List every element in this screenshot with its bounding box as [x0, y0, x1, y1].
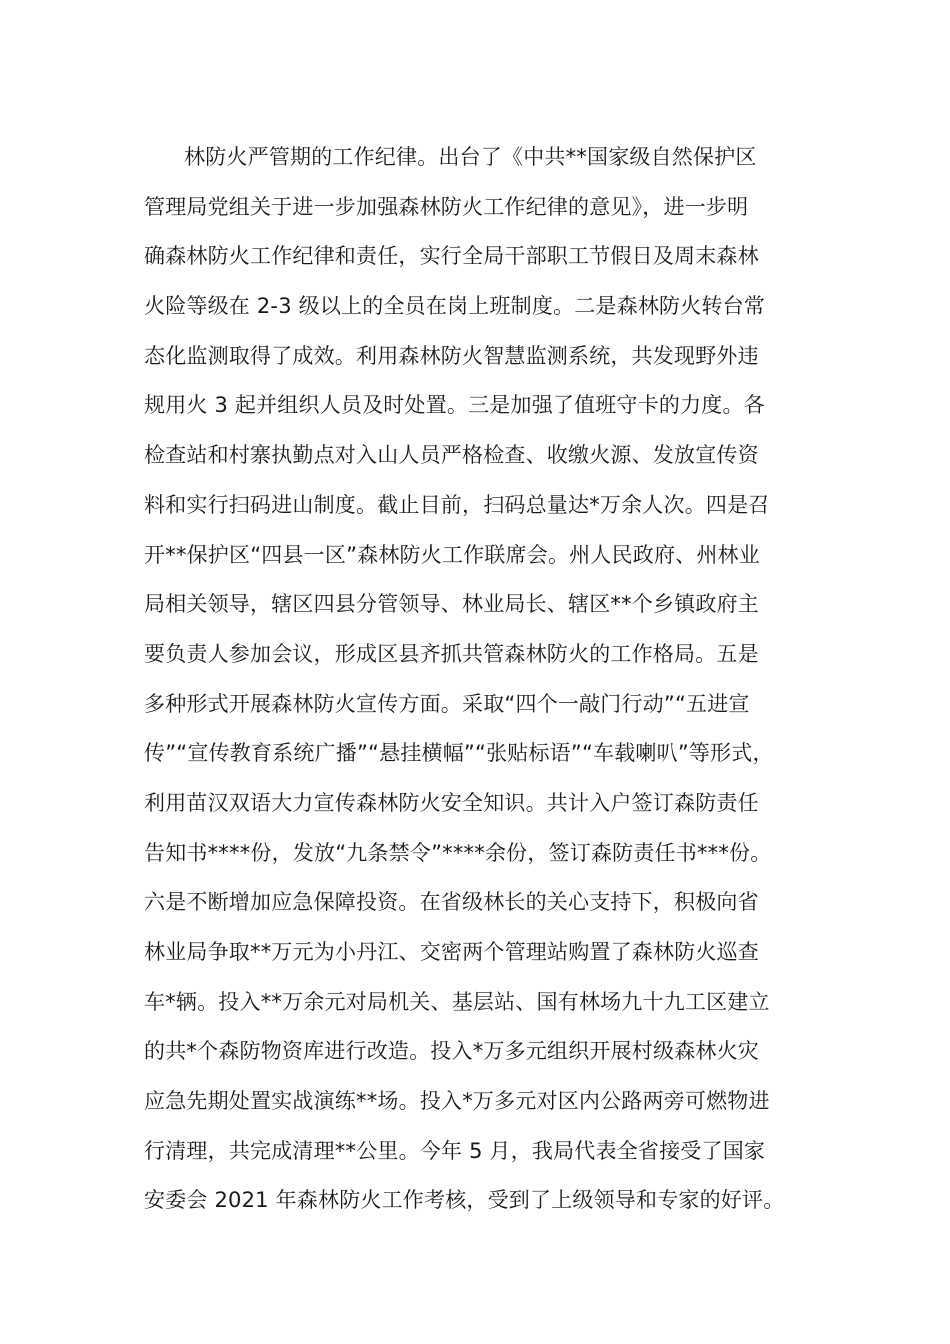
text-line: 料和实行扫码进山制度。截止目前，扫码总量达*万余人次。四是召	[144, 492, 770, 517]
text-line: 管理局党组关于进一步加强森林防火工作纪律的意见》，进一步明	[144, 194, 749, 219]
text-line: 安委会 2021 年森林防火工作考核，受到了上级领导和专家的好评。	[144, 1188, 785, 1213]
text-line: 利用苗汉双语大力宣传森林防火安全知识。共计入户签订森防责任	[144, 790, 759, 815]
text-line: 应急先期处置实战演练**场。投入*万多元对区内公路两旁可燃物进	[144, 1089, 770, 1114]
text-line: 确森林防火工作纪律和责任，实行全局干部职工节假日及周末森林	[144, 244, 759, 269]
text-line: 多种形式开展森林防火宣传方面。采取“四个一敲门行动”“五进宣	[144, 691, 750, 716]
text-line: 告知书****份，发放“九条禁令”****余份，签订森防责任书***份。	[144, 840, 772, 865]
text-line: 检查站和村寨执勤点对入山人员严格检查、收缴火源、发放宣传资	[144, 443, 759, 468]
text-line: 态化监测取得了成效。利用森林防火智慧监测系统，共发现野外违	[144, 343, 759, 368]
text-line: 局相关领导，辖区四县分管领导、林业局长、辖区**个乡镇政府主	[144, 592, 759, 617]
text-line: 六是不断增加应急保障投资。在省级林长的关心支持下，积极向省	[144, 890, 759, 915]
text-line: 火险等级在 2-3 级以上的全员在岗上班制度。二是森林防火转台常	[144, 294, 766, 319]
text-line: 车*辆。投入**万余元对局机关、基层站、国有林场九十九工区建立	[144, 989, 770, 1014]
text-line: 传”“宣传教育系统广播”“悬挂横幅”“张贴标语”“车载喇叭”等形式，	[144, 741, 774, 766]
text-line: 要负责人参加会议，形成区县齐抓共管森林防火的工作格局。五是	[144, 641, 759, 666]
text-line: 规用火 3 起并组织人员及时处置。三是加强了值班守卡的力度。各	[144, 393, 765, 418]
text-line: 的共*个森防物资库进行改造。投入*万多元组织开展村级森林火灾	[144, 1039, 759, 1064]
text-line: 林防火严管期的工作纪律。出台了《中共**国家级自然保护区	[184, 145, 757, 169]
text-line: 林业局争取**万元为小丹江、交密两个管理站购置了森林防火巡查	[144, 940, 759, 964]
body-paragraph	[144, 133, 834, 1226]
text-line: 开**保护区“四县一区”森林防火工作联席会。州人民政府、州林业	[144, 542, 760, 567]
text-line: 行清理，共完成清理**公里。今年 5 月，我局代表全省接受了国家	[144, 1138, 766, 1163]
